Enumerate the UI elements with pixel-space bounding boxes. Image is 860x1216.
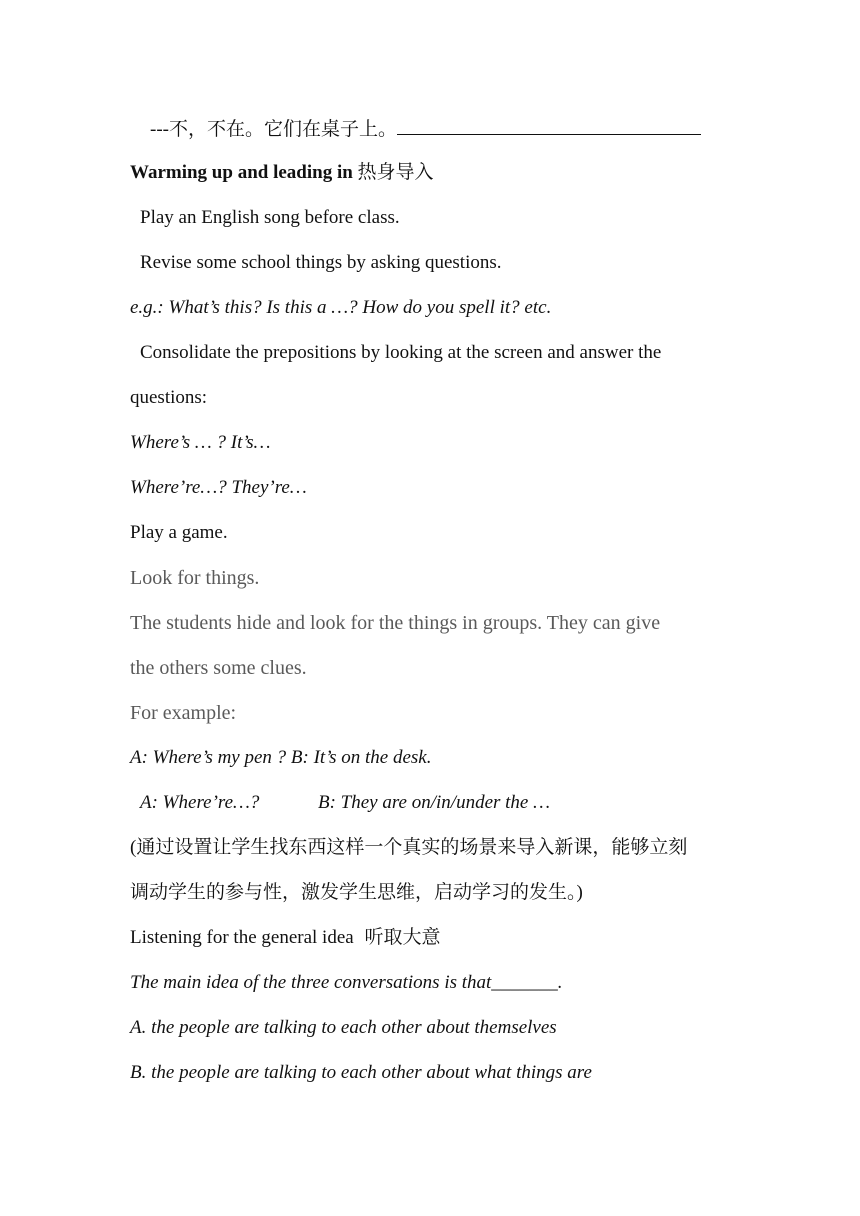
- listening-heading: [130, 926, 440, 950]
- hide-instruction-line-2: the others some clues.: [130, 657, 307, 679]
- answer-blank[interactable]: [397, 116, 701, 135]
- example-questions: e.g.: What’s this? Is this a …? How do you spell it? etc.: [130, 297, 552, 318]
- dialog-example-1: A: Where’s my pen ? B: It’s on the desk.: [130, 747, 432, 768]
- dialog-example-2-a: A: Where’re…?: [140, 792, 260, 813]
- translation-exercise-line: [150, 116, 701, 142]
- step-revise: Revise some school things by asking questions.: [140, 252, 502, 273]
- look-for-things: Look for things.: [130, 567, 260, 589]
- hide-instruction-line-1: The students hide and look for the things in groups. They can give: [130, 612, 661, 634]
- translation-prompt: ---不，不在。它们在桌子上。: [150, 119, 397, 140]
- warmup-heading: [130, 161, 434, 185]
- option-b: B. the people are talking to each other about what things are: [130, 1062, 592, 1083]
- consolidate-line-1: Consolidate the prepositions by looking at the screen and answer the: [140, 342, 662, 363]
- main-idea-question: The main idea of the three conversations is that_______.: [130, 972, 563, 993]
- dialog-example-2-b: B: They are on/in/under the …: [318, 792, 551, 813]
- listening-heading-zh: 听取大意: [364, 927, 441, 948]
- for-example-label: For example:: [130, 702, 237, 724]
- listening-heading-en: Listening for the general idea: [130, 927, 354, 948]
- warmup-heading-zh: 热身导入: [357, 162, 434, 183]
- step-play-song: Play an English song before class.: [140, 207, 400, 228]
- pattern-plural: Where’re…? They’re…: [130, 477, 307, 498]
- warmup-heading-en: Warming up and leading in: [130, 162, 353, 183]
- consolidate-line-2: questions:: [130, 387, 208, 408]
- teaching-note-line-1: (通过设置让学生找东西这样一个真实的场景来导入新课，能够立刻: [130, 837, 688, 858]
- play-game: Play a game.: [130, 522, 228, 543]
- pattern-single: Where’s … ? It’s…: [130, 432, 271, 453]
- teaching-note-line-2: 调动学生的参与性，激发学生思维，启动学习的发生。): [130, 882, 583, 903]
- option-a: A. the people are talking to each other about themselves: [130, 1017, 557, 1038]
